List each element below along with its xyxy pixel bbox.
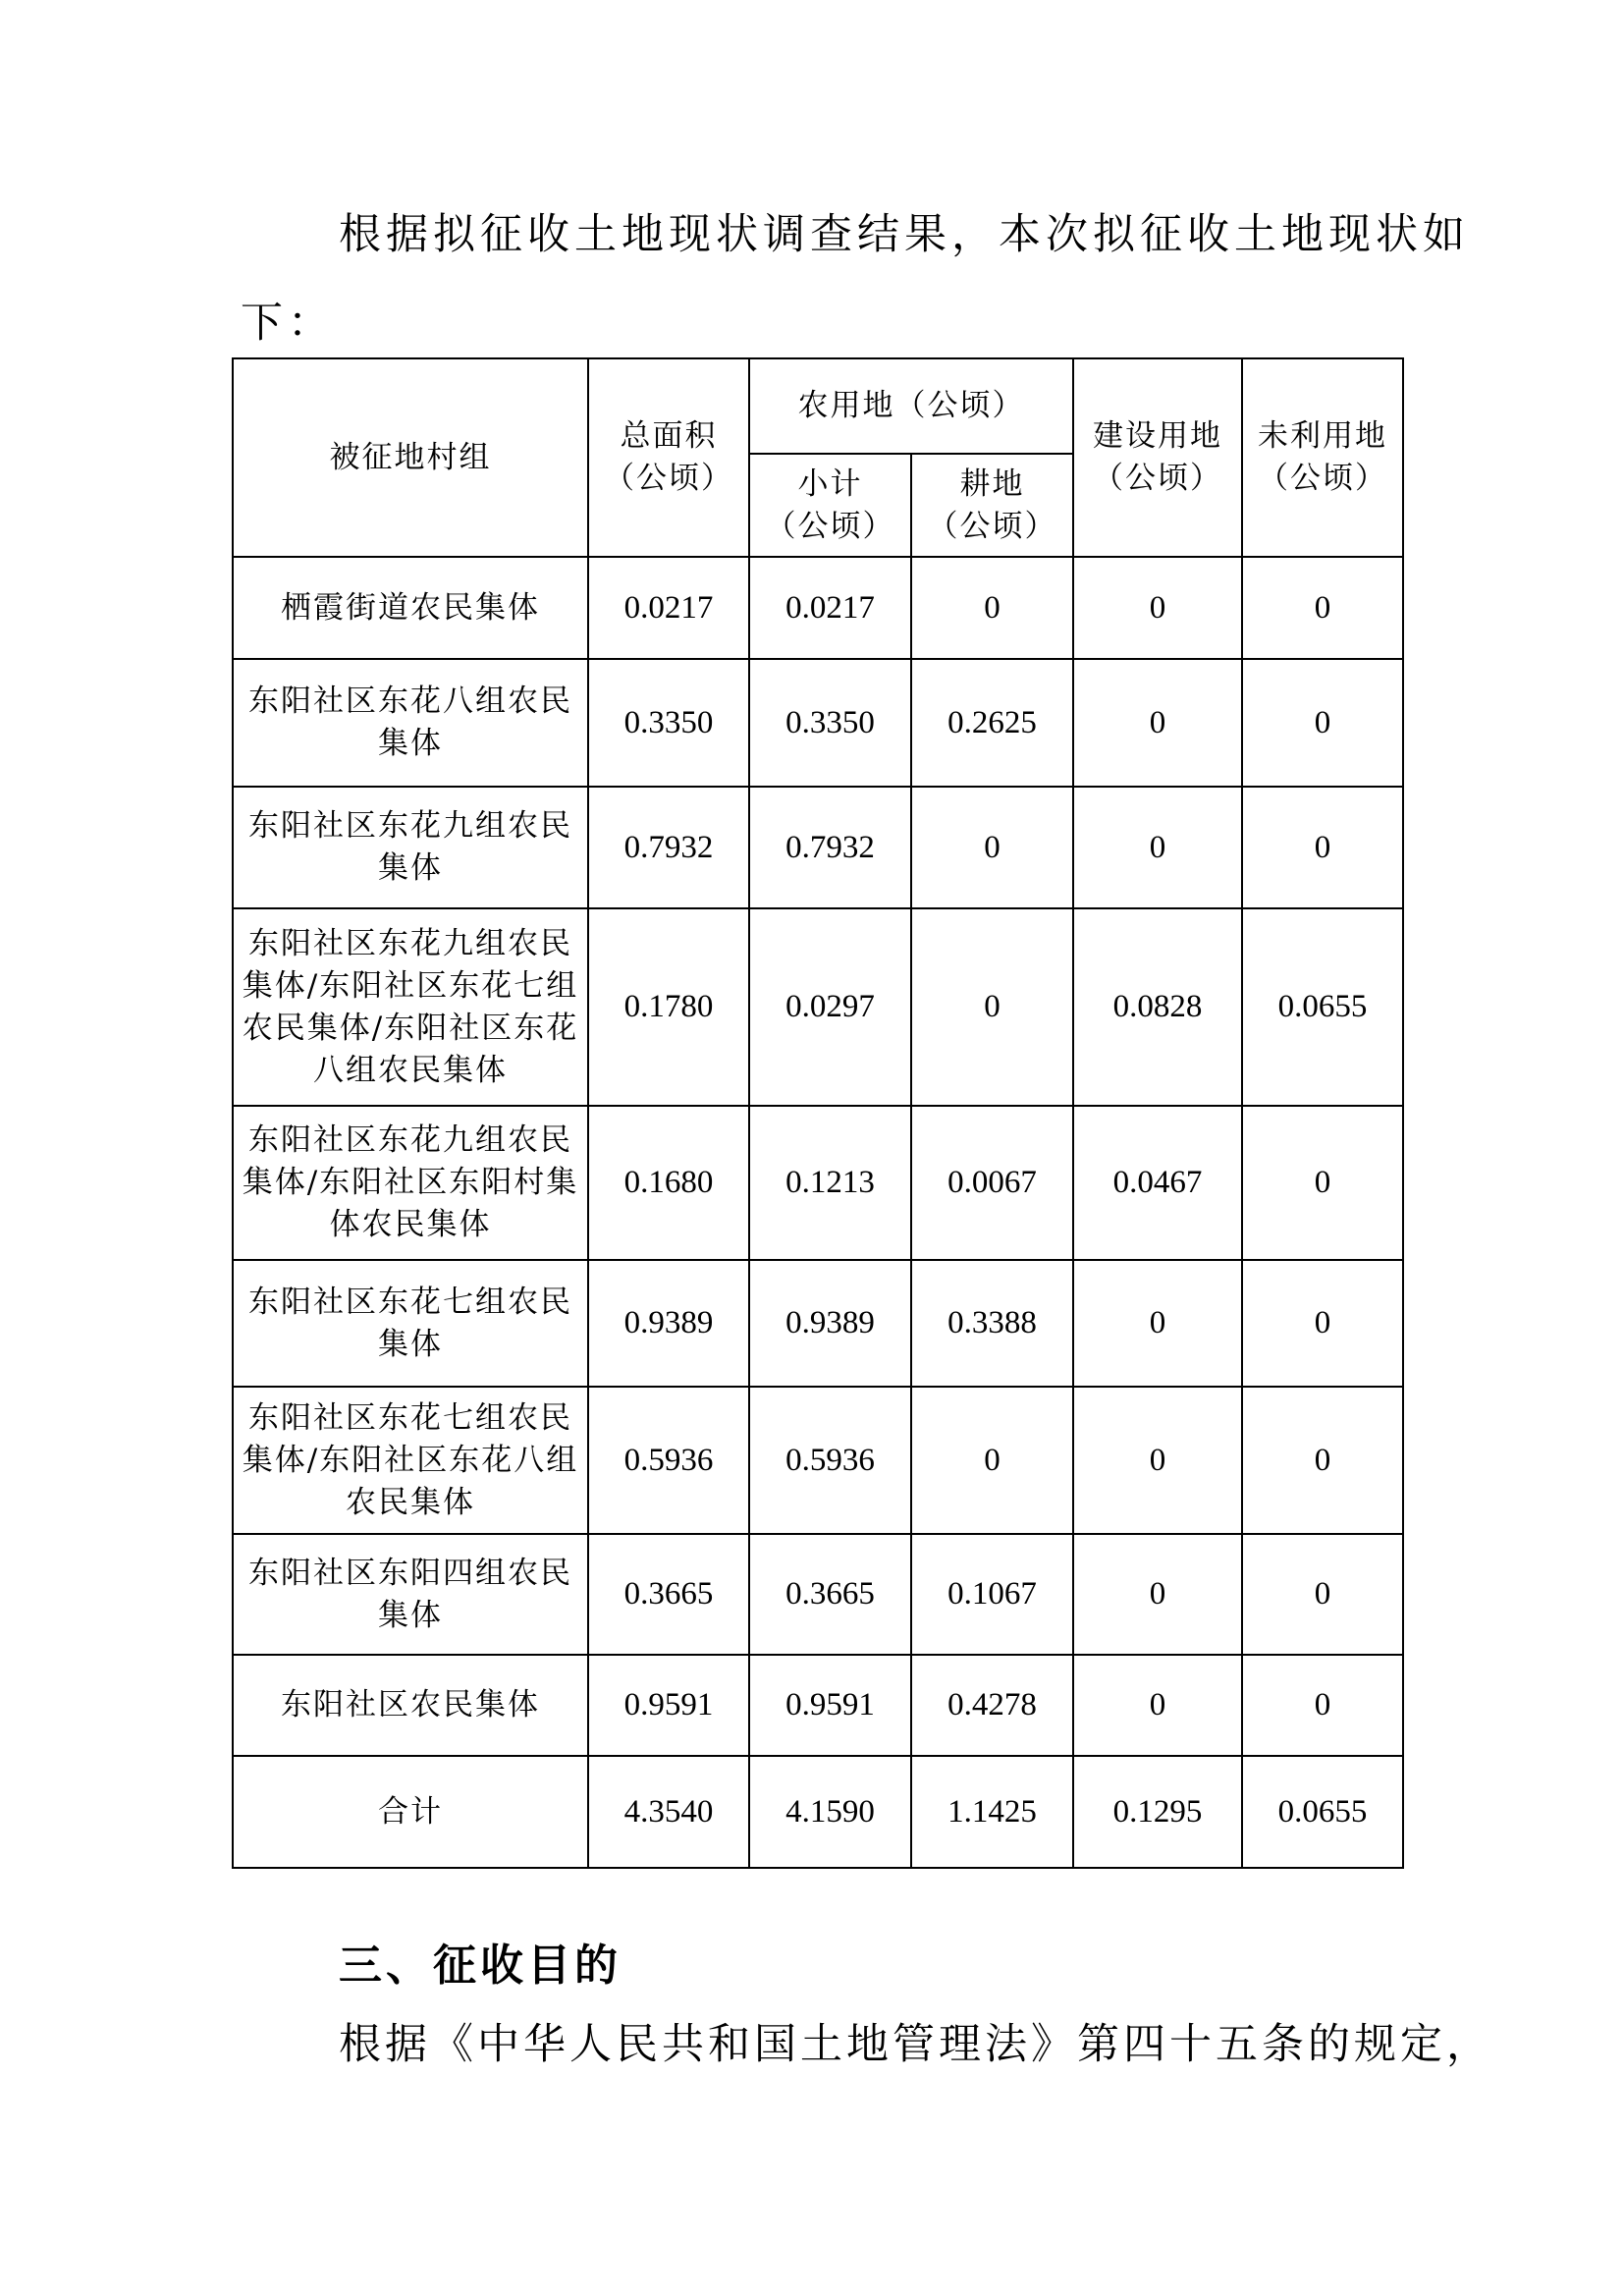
table-row [233, 908, 1403, 1106]
cell-construction: 0 [1073, 557, 1242, 659]
header-agricultural-land: 农用地（公顷） [749, 358, 1073, 454]
cell-village: 东阳社区东花九组农民集体/东阳社区东花七组农民集体/东阳社区东花八组农民集体 [233, 908, 588, 1106]
cell-village: 东阳社区东花九组农民集体/东阳社区东阳村集体农民集体 [233, 1106, 588, 1260]
cell-unused: 0 [1242, 659, 1403, 787]
cell-construction: 0 [1073, 659, 1242, 787]
cell-unused: 0.0655 [1242, 1756, 1403, 1868]
cell-village: 东阳社区东阳四组农民集体 [233, 1534, 588, 1655]
header-unused-land: 未利用地 （公顷） [1242, 358, 1403, 557]
cell-arable: 0 [911, 908, 1073, 1106]
cell-village: 合计 [233, 1756, 588, 1868]
cell-arable: 0.4278 [911, 1655, 1073, 1756]
cell-village: 东阳社区东花七组农民集体 [233, 1260, 588, 1387]
cell-subtotal: 0.3350 [749, 659, 911, 787]
cell-construction: 0 [1073, 787, 1242, 908]
cell-subtotal: 0.7932 [749, 787, 911, 908]
cell-total: 0.5936 [588, 1387, 749, 1534]
cell-subtotal: 0.0217 [749, 557, 911, 659]
cell-arable: 0 [911, 557, 1073, 659]
cell-unused: 0 [1242, 1106, 1403, 1260]
cell-unused: 0.0655 [1242, 908, 1403, 1106]
cell-total: 0.7932 [588, 787, 749, 908]
cell-total: 0.3350 [588, 659, 749, 787]
cell-construction: 0 [1073, 1260, 1242, 1387]
cell-total: 0.9591 [588, 1655, 749, 1756]
header-construction-land: 建设用地 （公顷） [1073, 358, 1242, 557]
table-row [233, 1260, 1403, 1387]
cell-total: 0.0217 [588, 557, 749, 659]
cell-arable: 0.3388 [911, 1260, 1073, 1387]
cell-arable: 1.1425 [911, 1756, 1073, 1868]
cell-construction: 0.1295 [1073, 1756, 1242, 1868]
cell-arable: 0.1067 [911, 1534, 1073, 1655]
cell-village: 栖霞街道农民集体 [233, 557, 588, 659]
cell-subtotal: 0.1213 [749, 1106, 911, 1260]
header-total-area: 总面积 （公顷） [588, 358, 749, 557]
table-row [233, 1534, 1403, 1655]
table-row [233, 1106, 1403, 1260]
table-total-row [233, 1756, 1403, 1868]
cell-unused: 0 [1242, 1534, 1403, 1655]
cell-subtotal: 0.9389 [749, 1260, 911, 1387]
cell-subtotal: 0.9591 [749, 1655, 911, 1756]
cell-unused: 0 [1242, 1655, 1403, 1756]
cell-construction: 0 [1073, 1534, 1242, 1655]
table-row [233, 1387, 1403, 1534]
cell-total: 4.3540 [588, 1756, 749, 1868]
cell-unused: 0 [1242, 787, 1403, 908]
land-status-table [232, 357, 1404, 1869]
cell-unused: 0 [1242, 1260, 1403, 1387]
cell-arable: 0 [911, 1387, 1073, 1534]
cell-subtotal: 4.1590 [749, 1756, 911, 1868]
cell-unused: 0 [1242, 557, 1403, 659]
cell-construction: 0.0467 [1073, 1106, 1242, 1260]
cell-unused: 0 [1242, 1387, 1403, 1534]
table-row [233, 787, 1403, 908]
cell-arable: 0.0067 [911, 1106, 1073, 1260]
cell-village: 东阳社区东花九组农民集体 [233, 787, 588, 908]
header-village: 被征地村组 [233, 358, 588, 557]
table-row [233, 557, 1403, 659]
cell-subtotal: 0.0297 [749, 908, 911, 1106]
section-heading: 三、征收目的 [339, 1941, 622, 1991]
cell-village: 东阳社区东花八组农民集体 [233, 659, 588, 787]
cell-construction: 0.0828 [1073, 908, 1242, 1106]
header-subtotal: 小计 （公顷） [749, 454, 911, 557]
header-arable-land: 耕地 （公顷） [911, 454, 1073, 557]
cell-construction: 0 [1073, 1655, 1242, 1756]
section-body-line: 根据《中华人民共和国土地管理法》第四十五条的规定， [339, 2020, 1492, 2069]
cell-subtotal: 0.3665 [749, 1534, 911, 1655]
cell-total: 0.9389 [588, 1260, 749, 1387]
cell-village: 东阳社区农民集体 [233, 1655, 588, 1756]
cell-total: 0.3665 [588, 1534, 749, 1655]
table-row [233, 1655, 1403, 1756]
cell-village: 东阳社区东花七组农民集体/东阳社区东花八组农民集体 [233, 1387, 588, 1534]
cell-total: 0.1680 [588, 1106, 749, 1260]
cell-arable: 0.2625 [911, 659, 1073, 787]
cell-construction: 0 [1073, 1387, 1242, 1534]
cell-total: 0.1780 [588, 908, 749, 1106]
cell-arable: 0 [911, 787, 1073, 908]
cell-subtotal: 0.5936 [749, 1387, 911, 1534]
intro-paragraph-line-1: 根据拟征收土地现状调查结果，本次拟征收土地现状如 [339, 210, 1470, 259]
intro-paragraph-line-2: 下： [241, 299, 335, 348]
table-row [233, 659, 1403, 787]
